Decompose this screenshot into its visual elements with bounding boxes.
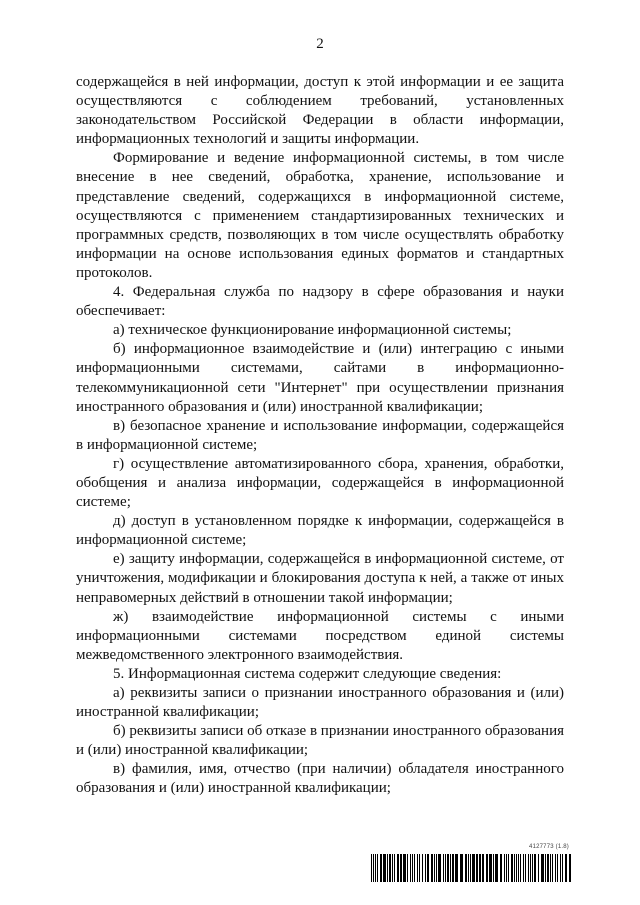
paragraph-item-4v: в) безопасное хранение и использование информации, содержащейся в информационной системе; xyxy=(76,417,564,453)
paragraph-item-4a: а) техническое функционирование информационной системы; xyxy=(113,322,512,339)
barcode-block xyxy=(371,844,573,884)
paragraph-formation: Формирование и ведение информационной системы, в том числе внесение в нее сведений, обработка, хранение, использование и представление сведений, содержащихся в информационной системе, осуществляются с применением стандартизированных технических и программных средств, позволяющих в том числе осуществлять обработку информации на основе использования единых форматов и стандартных протоколов. xyxy=(76,150,564,281)
paragraph-item-5: 5. Информационная система содержит следующие сведения: xyxy=(113,665,502,682)
paragraph-continuation: содержащейся в ней информации, доступ к этой информации и ее защита осуществляются с соблюдением требований, установленных законодательством Российской Федерации в области информации, информационных технологий и защиты информации. xyxy=(76,74,564,148)
barcode-icon xyxy=(371,854,573,882)
paragraph-item-4b: б) информационное взаимодействие и (или) интеграцию с иными информационными системами, сайтами в информационно-телекоммуникационной сети "Интернет" при осуществлении признания иностранного образования и (или) иностранной квалификации; xyxy=(76,341,564,415)
paragraph-item-4: 4. Федеральная служба по надзору в сфере образования и науки обеспечивает: xyxy=(76,284,564,320)
paragraph-item-5v: в) фамилия, имя, отчество (при наличии) обладателя иностранного образования и (или) иностранной квалификации; xyxy=(76,761,564,797)
barcode-code: 4127773 (1.8) xyxy=(529,844,569,850)
paragraph-item-4zh: ж) взаимодействие информационной системы с иными информационными системами посредством единой системы межведомственного электронного взаимодействия. xyxy=(76,608,564,663)
page-number: 2 xyxy=(316,36,324,52)
paragraph-item-5a: а) реквизиты записи о признании иностранного образования и (или) иностранной квалификации; xyxy=(76,685,564,721)
paragraph-item-5b: б) реквизиты записи об отказе в признании иностранного образования и (или) иностранной квалификации; xyxy=(76,723,564,759)
paragraph-item-4g: г) осуществление автоматизированного сбора, хранения, обработки, обобщения и анализа информации, содержащейся в информационной системе; xyxy=(76,455,564,511)
body-text xyxy=(76,73,564,799)
paragraph-item-4d: д) доступ в установленном порядке к информации, содержащейся в информационной системе; xyxy=(76,513,564,549)
paragraph-item-4e: е) защиту информации, содержащейся в информационной системе, от уничтожения, модификации и блокирования доступа к ней, а также от иных неправомерных действий в отношении такой информации; xyxy=(76,551,564,606)
